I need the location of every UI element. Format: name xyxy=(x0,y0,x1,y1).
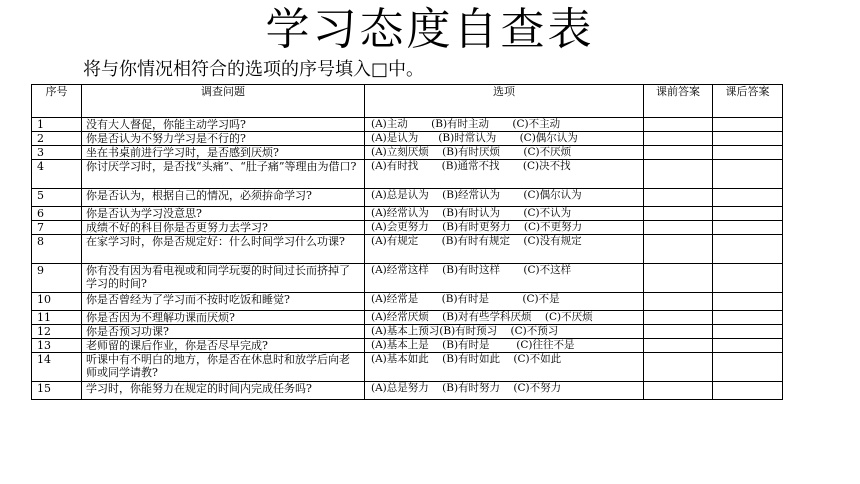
row-index: 8 xyxy=(32,235,82,264)
table-row xyxy=(32,207,783,221)
row-question: 你是否曾经为了学习而不按时吃饭和睡觉? xyxy=(82,293,365,311)
row-index: 7 xyxy=(32,221,82,235)
self-check-table xyxy=(31,84,783,400)
table-row xyxy=(32,221,783,235)
header-question: 调查问题 xyxy=(82,85,365,118)
row-question: 没有大人督促，你能主动学习吗? xyxy=(82,118,365,132)
instruction-text: 将与你情况相符合的选项的序号填入□中。 xyxy=(83,59,425,80)
row-question: 听课中有不明白的地方，你是否在休息时和放学后向老师或同学请教? xyxy=(82,353,365,382)
row-options: (A)经常认为 (B)有时认为 (C)不认为 xyxy=(365,207,644,221)
after-answer-cell[interactable] xyxy=(713,207,783,221)
row-options: (A)会更努力 (B)有时更努力 (C)不更努力 xyxy=(365,221,644,235)
row-question: 你是否认为，根据自己的情况，必须拚命学习? xyxy=(82,189,365,207)
table-row xyxy=(32,339,783,353)
row-options: (A)有时找 (B)通常不找 (C)决不找 xyxy=(365,160,644,189)
after-answer-cell[interactable] xyxy=(713,325,783,339)
table-row xyxy=(32,146,783,160)
before-answer-cell[interactable] xyxy=(644,132,713,146)
table-row xyxy=(32,132,783,146)
before-answer-cell[interactable] xyxy=(644,207,713,221)
header-index: 序号 xyxy=(32,85,82,118)
table-row xyxy=(32,189,783,207)
row-question: 你是否认为不努力学习是不行的? xyxy=(82,132,365,146)
row-index: 3 xyxy=(32,146,82,160)
table-row xyxy=(32,353,783,382)
page-title: 学习态度自查表 xyxy=(265,4,595,55)
table-row xyxy=(32,160,783,189)
table-row xyxy=(32,382,783,400)
after-answer-cell[interactable] xyxy=(713,339,783,353)
row-question: 你是否预习功课? xyxy=(82,325,365,339)
table-header-row xyxy=(32,85,783,118)
table-row xyxy=(32,264,783,293)
row-options: (A)立刻厌烦 (B)有时厌烦 (C)不厌烦 xyxy=(365,146,644,160)
after-answer-cell[interactable] xyxy=(713,235,783,264)
row-index: 11 xyxy=(32,311,82,325)
row-index: 14 xyxy=(32,353,82,382)
row-options: (A)基本如此 (B)有时如此 (C)不如此 xyxy=(365,353,644,382)
after-answer-cell[interactable] xyxy=(713,118,783,132)
row-options: (A)基本上是 (B)有时是 (C)往往不是 xyxy=(365,339,644,353)
after-answer-cell[interactable] xyxy=(713,311,783,325)
row-options: (A)有规定 (B)有时有规定 (C)没有规定 xyxy=(365,235,644,264)
row-index: 13 xyxy=(32,339,82,353)
row-index: 15 xyxy=(32,382,82,400)
before-answer-cell[interactable] xyxy=(644,339,713,353)
row-options: (A)总是认为 (B)经常认为 (C)偶尔认为 xyxy=(365,189,644,207)
header-after-answer: 课后答案 xyxy=(713,85,783,118)
before-answer-cell[interactable] xyxy=(644,353,713,382)
row-index: 10 xyxy=(32,293,82,311)
row-question: 你讨厌学习时，是否找“头痛”、“肚子痛”等理由为借口? xyxy=(82,160,365,189)
row-index: 1 xyxy=(32,118,82,132)
row-options: (A)经常厌烦 (B)对有些学科厌烦 (C)不厌烦 xyxy=(365,311,644,325)
row-question: 老师留的课后作业，你是否尽早完成? xyxy=(82,339,365,353)
before-answer-cell[interactable] xyxy=(644,235,713,264)
row-index: 12 xyxy=(32,325,82,339)
header-options: 选项 xyxy=(365,85,644,118)
row-index: 6 xyxy=(32,207,82,221)
after-answer-cell[interactable] xyxy=(713,189,783,207)
table-row xyxy=(32,325,783,339)
row-question: 成绩不好的科目你是否更努力去学习? xyxy=(82,221,365,235)
table-row xyxy=(32,293,783,311)
row-index: 2 xyxy=(32,132,82,146)
row-options: (A)总是努力 (B)有时努力 (C)不努力 xyxy=(365,382,644,400)
after-answer-cell[interactable] xyxy=(713,353,783,382)
before-answer-cell[interactable] xyxy=(644,189,713,207)
before-answer-cell[interactable] xyxy=(644,382,713,400)
row-question: 你有没有因为看电视或和同学玩耍的时间过长而挤掉了学习的时间? xyxy=(82,264,365,293)
row-index: 5 xyxy=(32,189,82,207)
after-answer-cell[interactable] xyxy=(713,293,783,311)
row-options: (A)主动 (B)有时主动 (C)不主动 xyxy=(365,118,644,132)
before-answer-cell[interactable] xyxy=(644,293,713,311)
after-answer-cell[interactable] xyxy=(713,132,783,146)
before-answer-cell[interactable] xyxy=(644,146,713,160)
row-options: (A)经常这样 (B)有时这样 (C)不这样 xyxy=(365,264,644,293)
table-row xyxy=(32,311,783,325)
table-row xyxy=(32,235,783,264)
row-index: 4 xyxy=(32,160,82,189)
before-answer-cell[interactable] xyxy=(644,160,713,189)
before-answer-cell[interactable] xyxy=(644,118,713,132)
row-question: 在家学习时，你是否规定好：什么时间学习什么功课? xyxy=(82,235,365,264)
table-row xyxy=(32,118,783,132)
after-answer-cell[interactable] xyxy=(713,160,783,189)
before-answer-cell[interactable] xyxy=(644,264,713,293)
after-answer-cell[interactable] xyxy=(713,146,783,160)
row-options: (A)是认为 (B)时常认为 (C)偶尔认为 xyxy=(365,132,644,146)
before-answer-cell[interactable] xyxy=(644,221,713,235)
row-index: 9 xyxy=(32,264,82,293)
row-question: 坐在书桌前进行学习时，是否感到厌烦? xyxy=(82,146,365,160)
before-answer-cell[interactable] xyxy=(644,311,713,325)
row-question: 学习时，你能努力在规定的时间内完成任务吗? xyxy=(82,382,365,400)
after-answer-cell[interactable] xyxy=(713,382,783,400)
row-options: (A)基本上预习(B)有时预习 (C)不预习 xyxy=(365,325,644,339)
header-before-answer: 课前答案 xyxy=(644,85,713,118)
after-answer-cell[interactable] xyxy=(713,221,783,235)
row-question: 你是否认为学习没意思? xyxy=(82,207,365,221)
row-question: 你是否因为不理解功课而厌烦? xyxy=(82,311,365,325)
after-answer-cell[interactable] xyxy=(713,264,783,293)
row-options: (A)经常是 (B)有时是 (C)不是 xyxy=(365,293,644,311)
before-answer-cell[interactable] xyxy=(644,325,713,339)
